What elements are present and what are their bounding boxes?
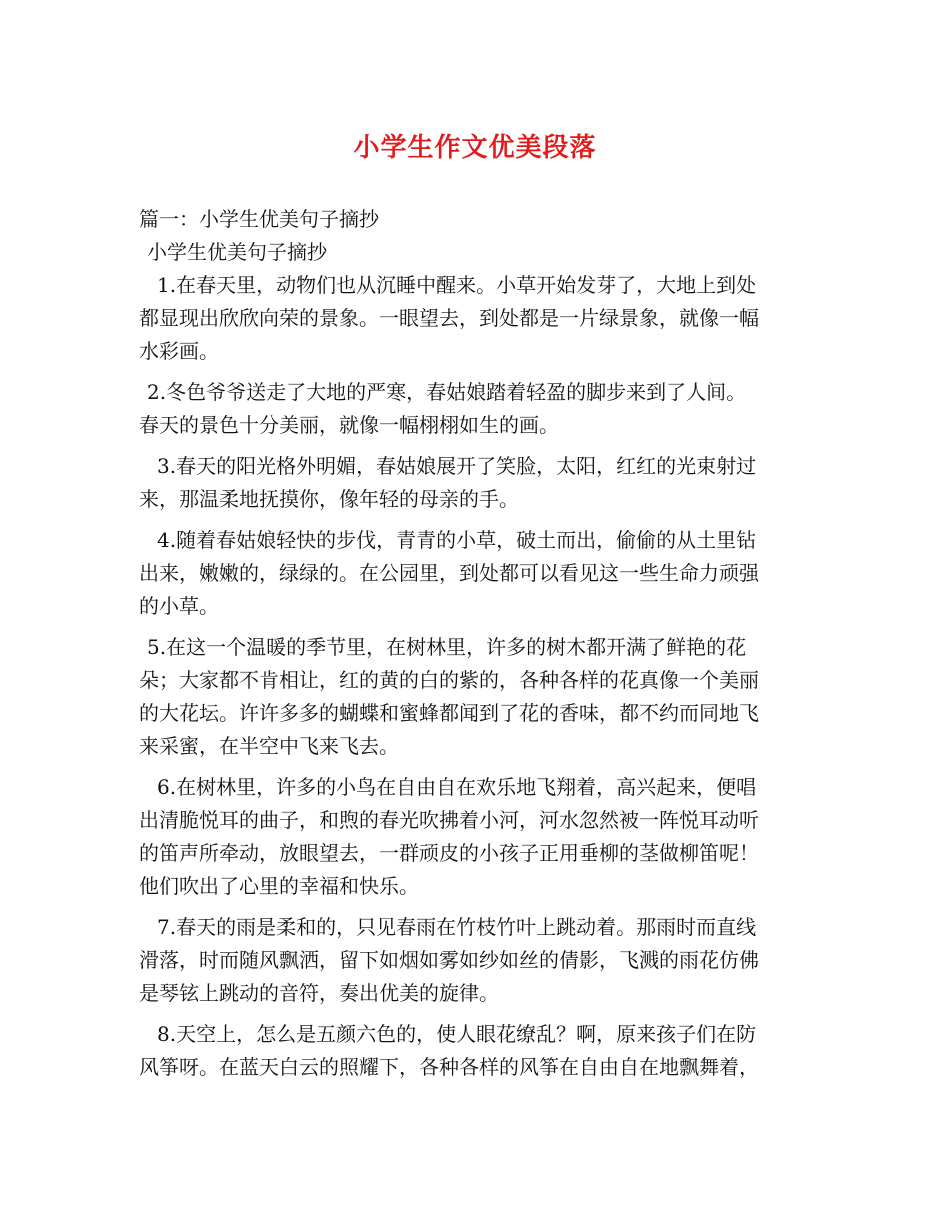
paragraph-line: 8.天空上，怎么是五颜六色的，使人眼花缭乱？啊，原来孩子们在防 [157, 1022, 757, 1046]
paragraph-line: 4.随着春姑娘轻快的步伐，青青的小草，破土而出，偷偷的从土里钻 [157, 528, 757, 552]
paragraph-1 [139, 269, 815, 368]
paragraph-line: 他们吹出了心里的幸福和快乐。 [139, 874, 419, 898]
paragraph-line: 的笛声所牵动，放眼望去，一群顽皮的小孩子正用垂柳的茎做柳笛呢！ [139, 841, 759, 865]
paragraph-line: 是琴铉上跳动的音符，奏出优美的旋律。 [139, 981, 499, 1005]
paragraph-line: 6.在树林里，许多的小鸟在自由自在欢乐地飞翔着，高兴起来，便唱 [157, 775, 757, 799]
document-title: 小学生作文优美段落 [353, 133, 597, 163]
paragraph-5 [139, 631, 815, 763]
document-body [139, 203, 815, 1084]
paragraph-line: 滑落，时而随风飘洒，留下如烟如雾如纱如丝的倩影，飞溅的雨花仿佛 [139, 948, 759, 972]
paragraph-line: 的大花坛。许许多多的蝴蝶和蜜蜂都闻到了花的香味，都不约而同地飞 [139, 701, 759, 725]
paragraph-line: 朵；大家都不肯相让，红的黄的白的紫的，各种各样的花真像一个美丽 [139, 668, 759, 692]
subheading: 小学生优美句子摘抄 [147, 240, 327, 264]
paragraph-6 [139, 771, 815, 903]
paragraph-line: 出来，嫩嫩的，绿绿的。在公园里，到处都可以看见这一些生命力顽强 [139, 561, 759, 585]
paragraph-line: 3.春天的阳光格外明媚，春姑娘展开了笑脸，太阳，红红的光束射过 [157, 454, 757, 478]
paragraph-line: 都显现出欣欣向荣的景象。一眼望去，到处都是一片绿景象，就像一幅 [139, 306, 759, 330]
paragraph-line: 来，那温柔地抚摸你，像年轻的母亲的手。 [139, 487, 519, 511]
paragraph-2 [139, 376, 815, 442]
paragraph-line: 水彩画。 [139, 339, 219, 363]
paragraph-4 [139, 524, 815, 623]
paragraph-7 [139, 911, 815, 1010]
paragraph-line: 出清脆悦耳的曲子，和煦的春光吹拂着小河，河水忽然被一阵悦耳动听 [139, 808, 759, 832]
paragraph-line: 的小草。 [139, 594, 219, 618]
paragraph-line: 2.冬色爷爷送走了大地的严寒，春姑娘踏着轻盈的脚步来到了人间。 [147, 380, 747, 404]
paragraph-line: 春天的景色十分美丽，就像一幅栩栩如生的画。 [139, 413, 559, 437]
section-heading: 篇一：小学生优美句子摘抄 [139, 207, 379, 231]
paragraph-line: 风筝呀。在蓝天白云的照耀下，各种各样的风筝在自由自在地飘舞着， [139, 1055, 759, 1079]
paragraph-line: 来采蜜，在半空中飞来飞去。 [139, 734, 399, 758]
paragraph-8 [139, 1018, 815, 1084]
paragraph-line: 7.春天的雨是柔和的，只见春雨在竹枝竹叶上跳动着。那雨时而直线 [157, 915, 757, 939]
paragraph-line: 1.在春天里，动物们也从沉睡中醒来。小草开始发芽了，大地上到处 [157, 273, 757, 297]
paragraph-line: 5.在这一个温暖的季节里，在树林里，许多的树木都开满了鲜艳的花 [147, 635, 747, 659]
paragraph-3 [139, 450, 815, 516]
